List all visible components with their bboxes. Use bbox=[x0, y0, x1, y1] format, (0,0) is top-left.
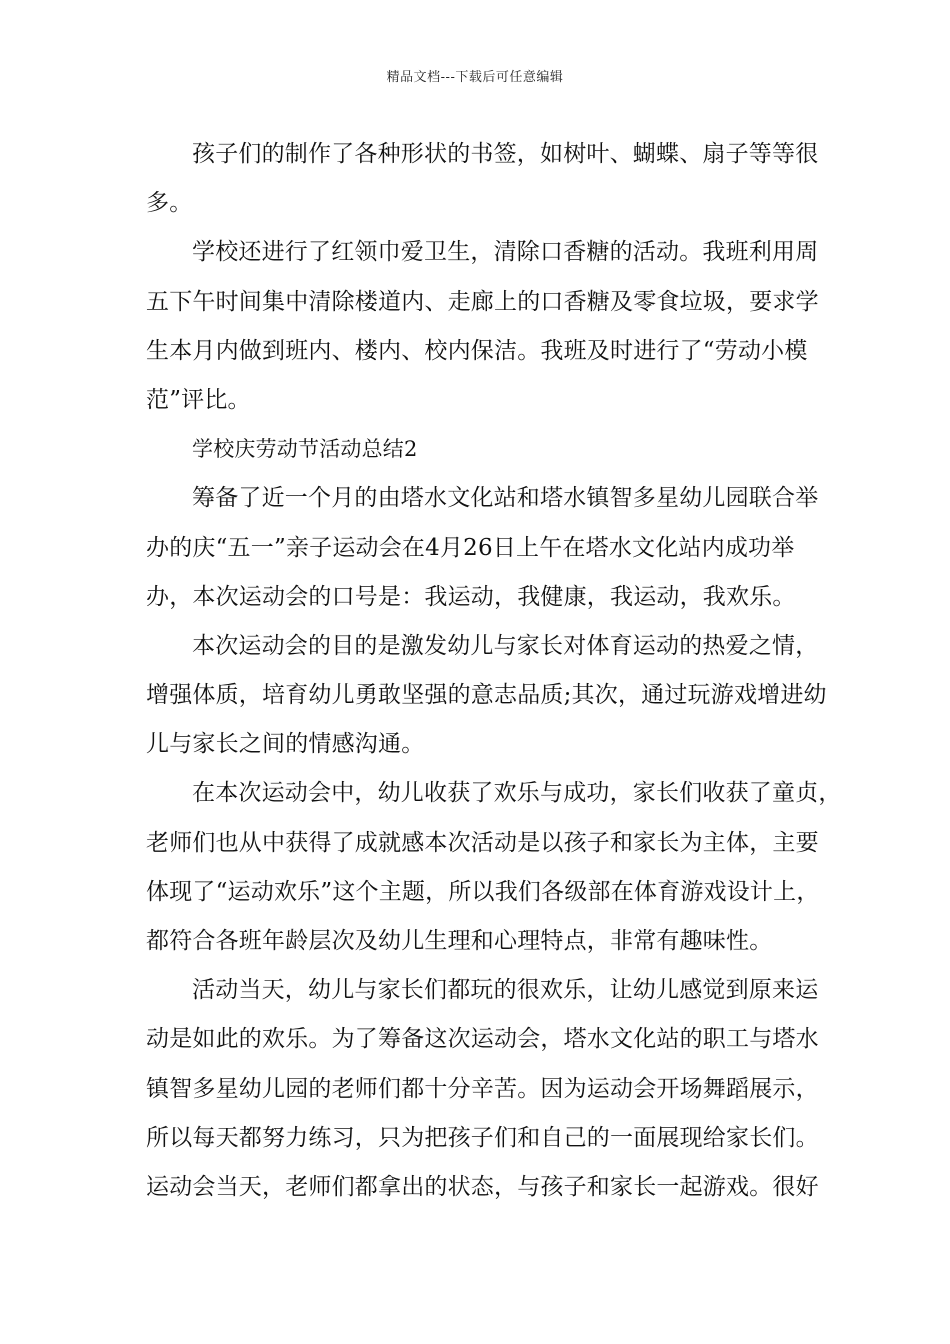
text-line: 多。 bbox=[146, 190, 193, 217]
page-header: 精品文档---下载后可任意编辑 bbox=[386, 70, 564, 85]
text-line: 筹备了近一个月的由塔水文化站和塔水镇智多星幼儿园联合举 bbox=[192, 485, 819, 512]
text-line: 增强体质，培育幼儿勇敢坚强的意志品质;其次，通过玩游戏增进幼 bbox=[146, 682, 827, 709]
text-line: 老师们也从中获得了成就感本次活动是以孩子和家长为主体，主要 bbox=[146, 829, 819, 856]
text-line: 都符合各班年龄层次及幼儿生理和心理特点，非常有趣味性。 bbox=[146, 928, 773, 954]
text-line: 在本次运动会中，幼儿收获了欢乐与成功，家长们收获了童贞， bbox=[192, 780, 842, 807]
text-line: 办，本次运动会的口号是：我运动，我健康，我运动，我欢乐。 bbox=[146, 583, 796, 610]
text-line: 五下午时间集中清除楼道内、走廊上的口香糖及零食垃圾，要求学 bbox=[146, 288, 819, 315]
text-line: 体现了“运动欢乐”这个主题，所以我们各级部在体育游戏设计上， bbox=[146, 878, 820, 905]
text-line: 生本月内做到班内、楼内、校内保洁。我班及时进行了“劳动小模 bbox=[146, 337, 808, 364]
text-line: 本次运动会的目的是激发幼儿与家长对体育运动的热爱之情， bbox=[192, 632, 819, 659]
text-line: 儿与家长之间的情感沟通。 bbox=[146, 731, 425, 758]
text-line: 学校还进行了红领巾爱卫生，清除口香糖的活动。我班利用周 bbox=[192, 239, 819, 266]
text-line: 所以每天都努力练习，只为把孩子们和自己的一面展现给家长们。 bbox=[146, 1124, 819, 1151]
text-line: 孩子们的制作了各种形状的书签，如树叶、蝴蝶、扇子等等很 bbox=[192, 141, 819, 167]
text-line: 范”评比。 bbox=[146, 386, 251, 413]
document-body bbox=[146, 130, 842, 1212]
section-heading: 学校庆劳动节活动总结2 bbox=[192, 437, 418, 462]
text-line: 镇智多星幼儿园的老师们都十分辛苦。因为运动会开场舞蹈展示， bbox=[146, 1075, 819, 1102]
text-line: 运动会当天，老师们都拿出的状态，与孩子和家长一起游戏。很好 bbox=[146, 1173, 819, 1200]
text-line: 活动当天，幼儿与家长们都玩的很欢乐，让幼儿感觉到原来运 bbox=[192, 977, 819, 1004]
text-line: 办的庆“五一”亲子运动会在4月26日上午在塔水文化站内成功举 bbox=[146, 534, 795, 561]
text-line: 动是如此的欢乐。为了筹备这次运动会，塔水文化站的职工与塔水 bbox=[146, 1026, 819, 1053]
